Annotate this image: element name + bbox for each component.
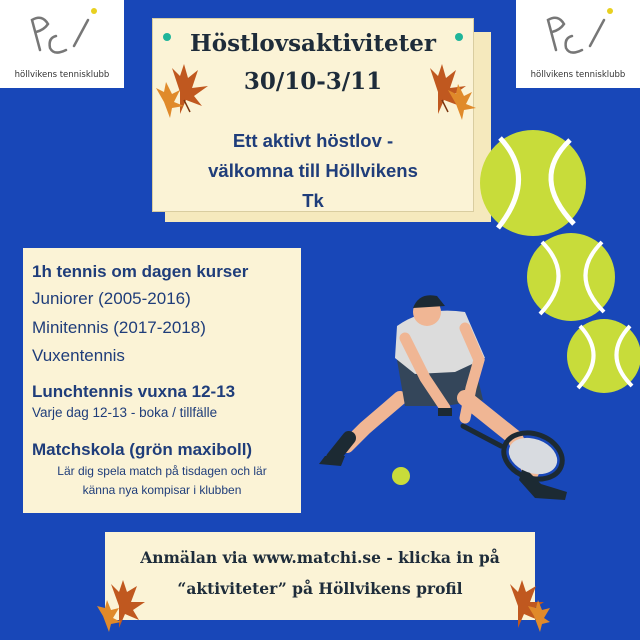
course-juniors: Juniorer (2005-2016) [32, 289, 191, 308]
course-minitennis: Minitennis (2017-2018) [32, 318, 206, 337]
signup-line-2: “aktiviteter” på Höllvikens profil [177, 579, 463, 598]
match-detail [23, 462, 301, 500]
autumn-leaves-icon [408, 62, 478, 122]
club-logo-text: höllvikens tennisklubb [14, 70, 110, 80]
club-logo-icon [538, 6, 618, 62]
autumn-leaves-icon [492, 578, 552, 633]
signup-line-1: Anmälan via www.matchi.se - klicka in på [140, 548, 500, 567]
lunch-detail: Varje dag 12-13 - boka / tillfälle [32, 405, 218, 420]
match-heading: Matchskola (grön maxiboll) [32, 440, 253, 459]
subtitle-line-1: Ett aktivt höstlov - [232, 130, 394, 151]
autumn-leaves-icon [150, 62, 220, 122]
signup-text [105, 542, 535, 604]
club-logo-icon [22, 6, 102, 62]
subtitle-line-2: välkomna till Höllvikens [208, 160, 418, 181]
title-line-2: 30/10-3/11 [243, 68, 383, 95]
match-line-1: Lär dig spela match på tisdagen och lär [57, 464, 267, 478]
tennis-ball-icon [566, 318, 640, 394]
tennis-player-illustration [305, 288, 575, 518]
tennis-ball-icon [478, 128, 588, 238]
course-heading: 1h tennis om dagen kurser [32, 262, 249, 281]
subtitle-line-3: Tk [302, 190, 324, 211]
course-adults: Vuxentennis [32, 346, 125, 365]
match-line-2: känna nya kompisar i klubben [82, 483, 242, 497]
activities-card [23, 248, 301, 513]
lunch-heading: Lunchtennis vuxna 12-13 [32, 382, 236, 401]
subtitle [153, 126, 473, 216]
club-logo-right [516, 0, 640, 88]
autumn-leaves-icon [93, 578, 153, 633]
club-logo-text: höllvikens tennisklubb [530, 70, 626, 80]
club-logo-left [0, 0, 124, 88]
title-line-1: Höstlovsaktiviteter [190, 30, 436, 57]
signup-card [105, 532, 535, 620]
